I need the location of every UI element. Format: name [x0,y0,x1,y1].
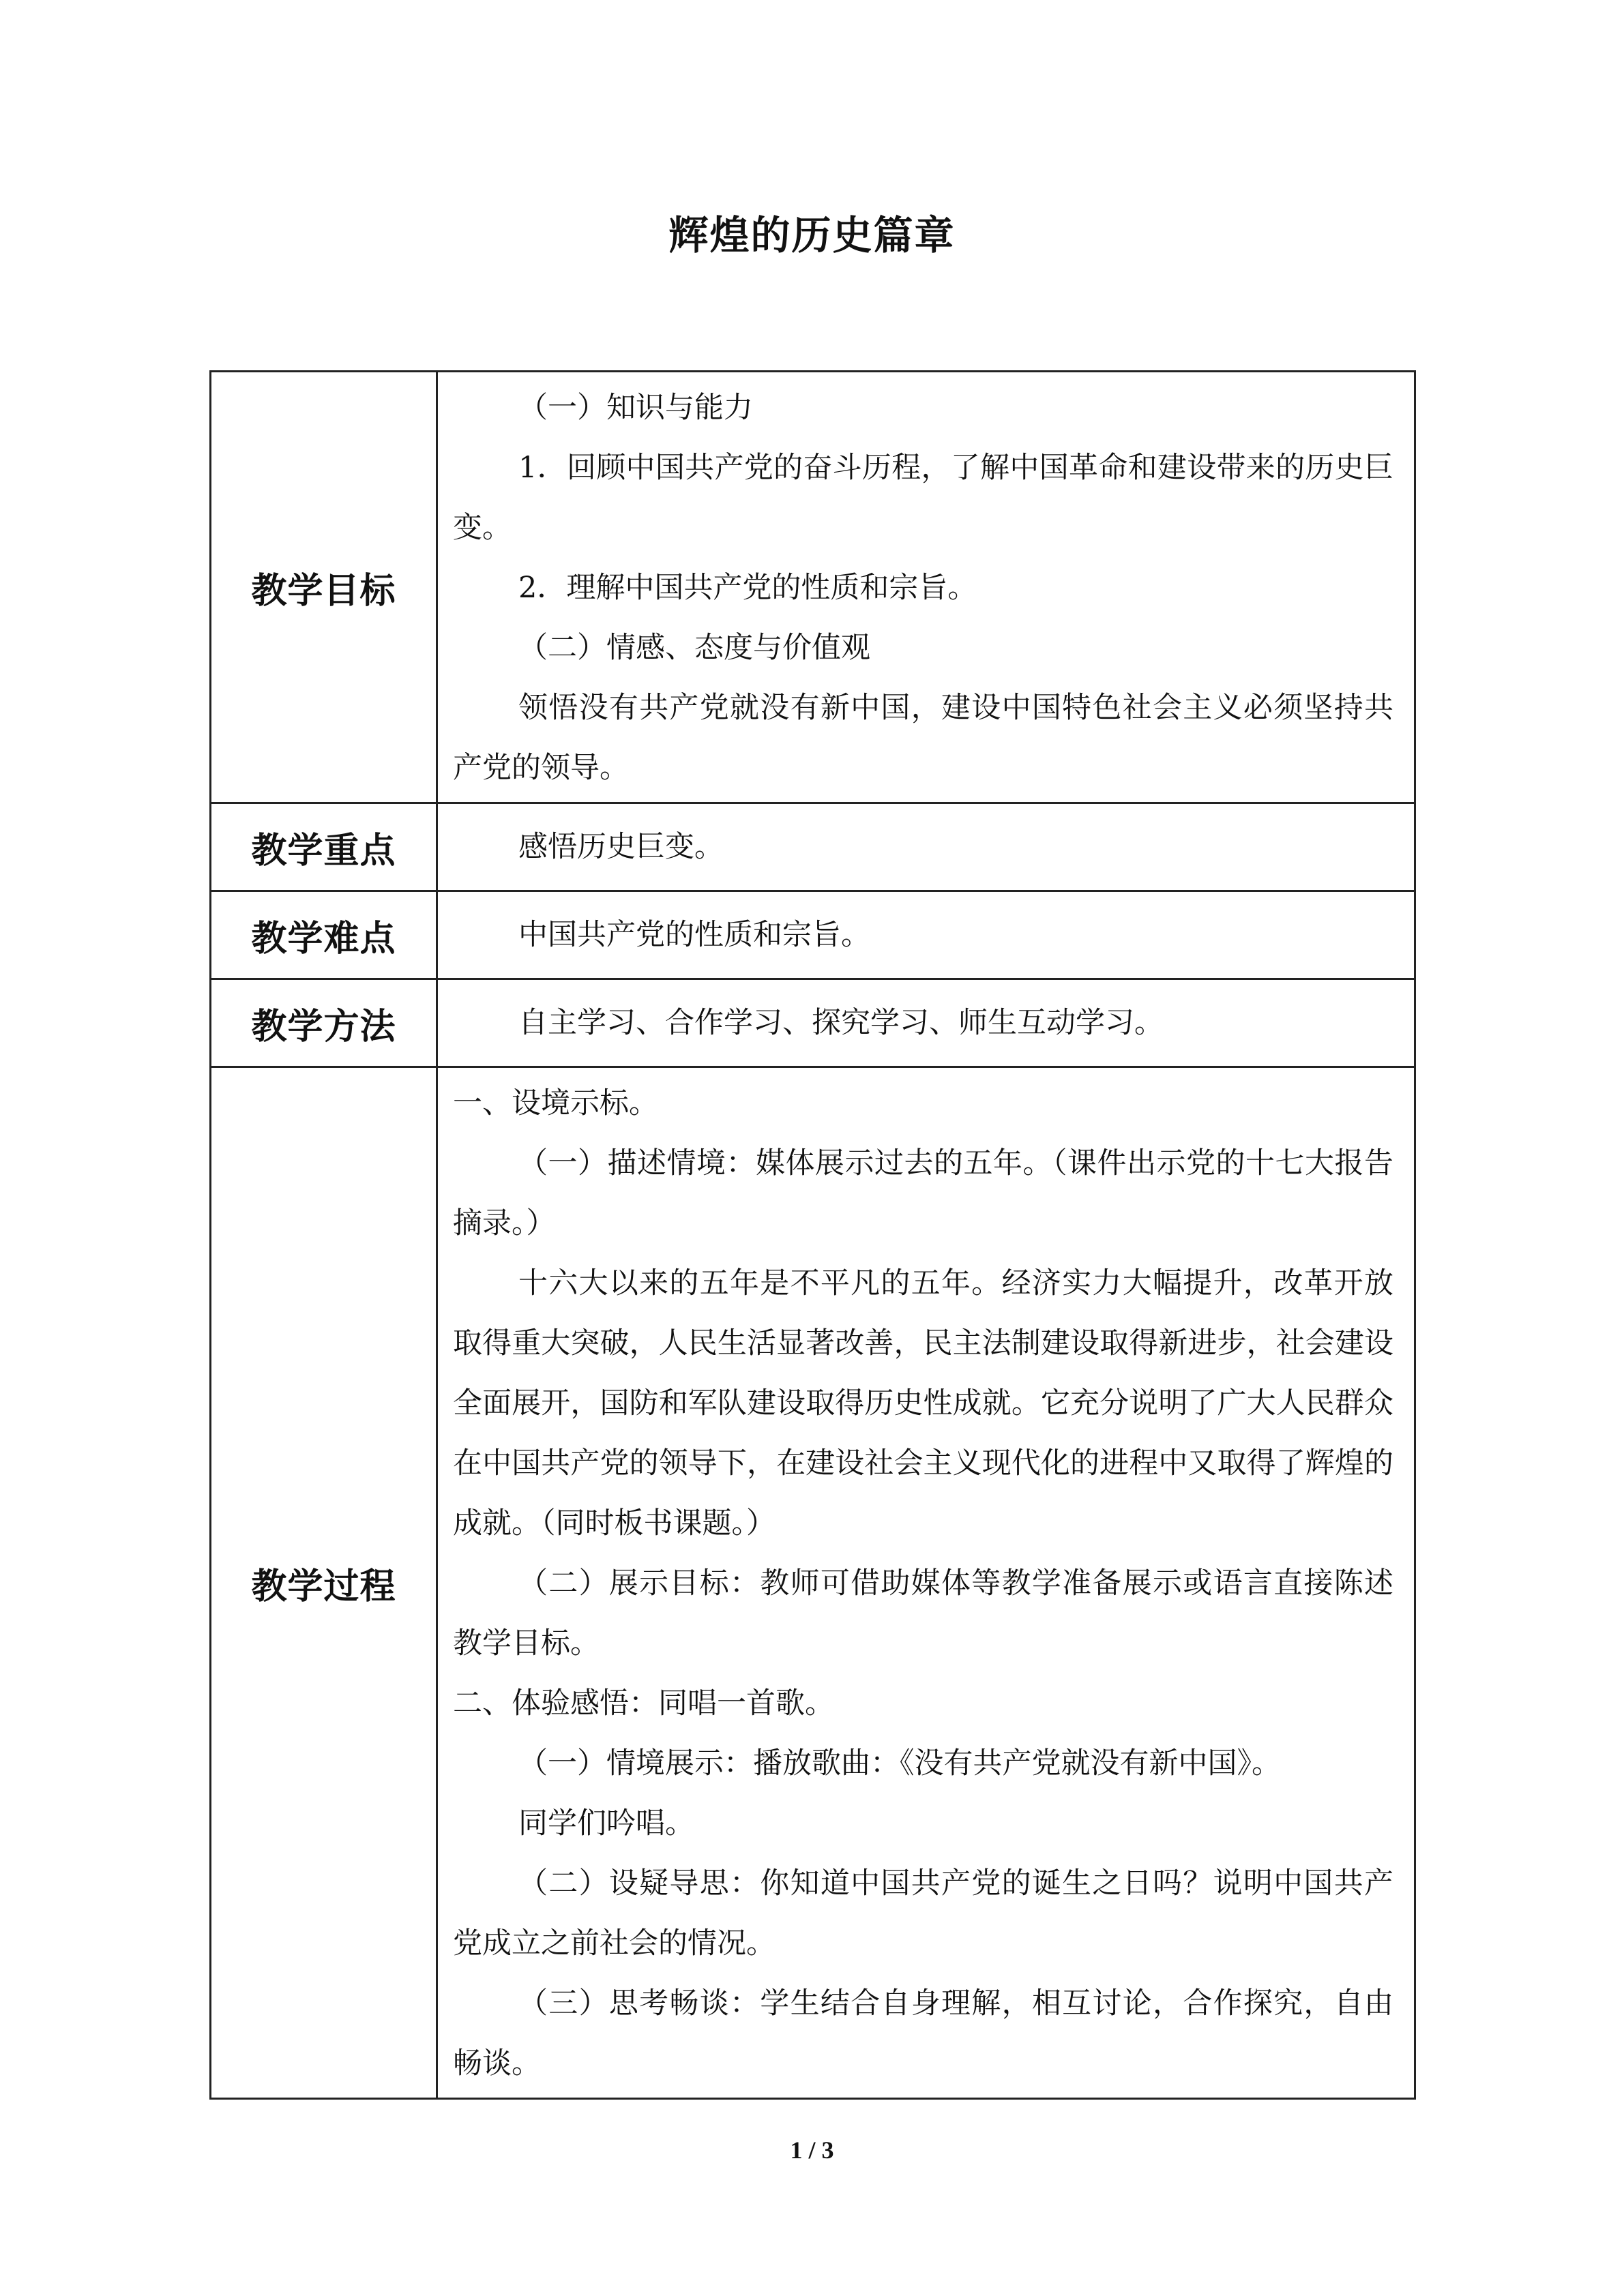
label-difficult-points: 教学难点 [211,891,437,979]
paragraph: 自主学习、合作学习、探究学习、师生互动学习。 [518,1006,1164,1040]
paragraph: 同学们吟唱。 [518,1806,694,1840]
label-teaching-process: 教学过程 [211,1067,437,2099]
section-heading: 一、设境示标。 [453,1086,658,1120]
content-teaching-objectives [437,372,1415,803]
row-teaching-process [211,1067,1415,2099]
paragraph: （二）情感、态度与价值观 [518,631,870,665]
paragraph: 领悟没有共产党就没有新中国，建设中国特色社会主义必须坚持共产党的领导。 [453,691,1393,785]
row-difficult-points [211,891,1415,979]
label-teaching-objectives: 教学目标 [211,372,437,803]
content-teaching-methods [437,979,1415,1067]
paragraph: （二）展示目标：教师可借助媒体等教学准备展示或语言直接陈述教学目标。 [453,1566,1393,1660]
page-title: 辉煌的历史篇章 [668,212,956,258]
paragraph: 2．理解中国共产党的性质和宗旨。 [518,571,977,605]
paragraph: （三）思考畅谈：学生结合自身理解，相互讨论，合作探究，自由畅谈。 [453,1986,1393,2081]
row-teaching-methods [211,979,1415,1067]
lesson-plan-table [209,370,1416,2100]
section-heading: 二、体验感悟：同唱一首歌。 [453,1686,834,1720]
content-difficult-points [437,891,1415,979]
paragraph: （一）情境展示：播放歌曲：《没有共产党就没有新中国》。 [518,1746,1281,1780]
paragraph: 1．回顾中国共产党的奋斗历程，了解中国革命和建设带来的历史巨变。 [453,451,1393,545]
paragraph: 感悟历史巨变。 [518,830,724,864]
row-key-points [211,803,1415,891]
paragraph: 中国共产党的性质和宗旨。 [518,918,870,952]
paragraph: （一）描述情境：媒体展示过去的五年。（课件出示党的十七大报告摘录。） [453,1146,1393,1240]
page-number: 1 / 3 [790,2136,834,2164]
content-key-points [437,803,1415,891]
paragraph: （一）知识与能力 [518,391,753,425]
label-key-points: 教学重点 [211,803,437,891]
content-teaching-process [437,1067,1415,2099]
paragraph: 十六大以来的五年是不平凡的五年。经济实力大幅提升，改革开放取得重大突破，人民生活显著改善，民主法制建设取得新进步，社会建设全面展开，国防和军队建设取得历史性成就。它充分说明了广大人民群众在中国共产党的领导下，在建设社会主义现代化的进程中又取得了辉煌的成就。（同时板书课题。） [453,1266,1393,1540]
label-teaching-methods: 教学方法 [211,979,437,1067]
row-teaching-objectives [211,372,1415,803]
paragraph: （二）设疑导思：你知道中国共产党的诞生之日吗？说明中国共产党成立之前社会的情况。 [453,1866,1393,1960]
